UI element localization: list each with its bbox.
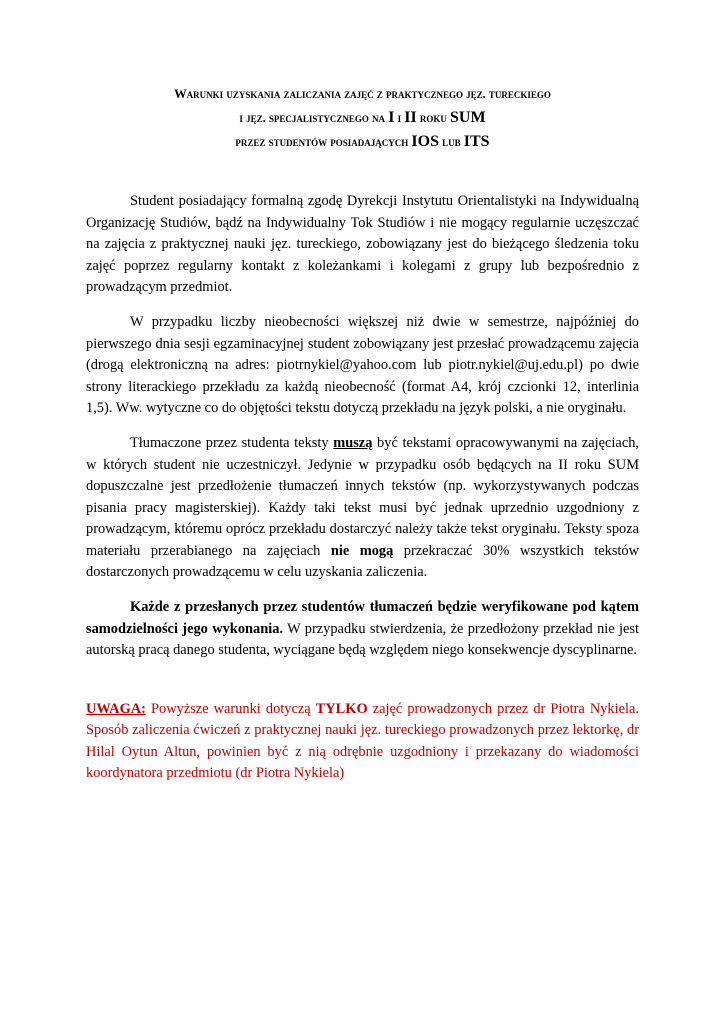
title-year-1: I	[388, 109, 395, 126]
notice-text-a: Powyższe warunki dotyczą	[145, 700, 316, 717]
title-line-2-part-e: roku	[416, 111, 450, 125]
title-sum: SUM	[450, 109, 486, 126]
title-line-2-part-c: i	[394, 111, 405, 125]
notice-emphasis-tylko: TYLKO	[315, 700, 368, 717]
paragraph-3-emphasis-nie-moga: nie mogą	[330, 542, 394, 559]
title-line-3	[86, 130, 639, 154]
paragraph-1: Student posiadający formalną zgodę Dyrekcji Instytutu Orientalistyki na Indywidualną Organizację Studiów, bądź na Indywidualny Tok Studiów i nie mogący regularnie uczęszczać na zajęcia z praktycznej nauki jęz. tureckiego, zobowiązany jest do bieżącego śledzenia toku zajęć poprzez regularny kontakt z koleżankami i kolegami z grupy lub bezpośrednio z prowadzącym przedmiot.	[86, 193, 639, 295]
title-line-2-part-a: i jęz. specjalistycznego na	[239, 111, 389, 125]
title-its: ITS	[463, 133, 490, 150]
title-line-2	[86, 106, 639, 130]
paragraph-4	[86, 597, 639, 662]
paragraph-4-part-b: W przypadku stwierdzenia, że przedłożony przekład nie jest autorską pracą danego studenta, wyciągane będą względem niego konsekwencje dyscyplinarne.	[86, 620, 640, 658]
paragraph-3-emphasis-musza: muszą	[333, 435, 373, 451]
title-line-1: Warunki uzyskania zaliczania zajęć z praktycznego jęz. tureckiego	[174, 87, 551, 101]
document-title	[86, 82, 639, 154]
paragraph-2: W przypadku liczby nieobecności większej niż dwie w semestrze, najpóźniej do pierwszego dnia sesji egzaminacyjnej student zobowiązany jest przesłać prowadzącemu zajęcia (drogą elektroniczną na adres: piotrnykiel@yahoo.com lub piotr.nykiel@uj.edu.pl) po dwie strony literackiego przekładu za każdą nieobecność (format A4, krój czcionki 12, interlinia 1,5). Ww. wytyczne co do objętości tekstu dotyczą przekładu na język polski, a nie oryginału.	[86, 314, 639, 416]
title-line-3-part-c: lub	[438, 135, 464, 149]
document-page	[86, 82, 639, 785]
title-year-2: II	[404, 109, 417, 126]
title-ios: IOS	[411, 133, 439, 150]
title-line-3-part-a: przez studentów posiadających	[235, 135, 412, 149]
document-body	[86, 191, 639, 662]
paragraph-4-bold-lead: Każde z przesłanych przez studentów tłumaczeń będzie weryfikowane pod kątem samodzielności jego wykonania.	[86, 599, 639, 637]
paragraph-3-part-e: przekraczać 30% wszystkich tekstów dostarczonych prowadzącemu w celu uzyskania zaliczenia.	[86, 542, 640, 580]
notice-block	[86, 699, 639, 785]
notice-label: UWAGA:	[86, 700, 146, 717]
paragraph-3-part-c: być tekstami opracowywanymi na zajęciach, w których student nie uczestniczył. Jedynie w przypadku osób będących na II roku SUM dopuszczalne jest przedłożenie tłumaczeń innych tekstów (np. wykorzystywanych podczas pisania pracy magisterskiej). Każdy taki tekst musi być jednak uprzednio uzgodniony z prowadzącym, któremu oprócz przekładu dostarczyć należy także tekst oryginału. Teksty spoza materiału przerabianego na zajęciach	[86, 435, 639, 559]
paragraph-3-part-a: Tłumaczone przez studenta teksty	[130, 435, 334, 451]
notice-text-c: zajęć prowadzonych przez dr Piotra Nykiela. Sposób zaliczenia ćwiczeń z praktycznej nauki jęz. tureckiego prowadzonych przez lektorkę, dr Hilal Oytun Altun, powinien być z nią odrębnie uzgodniony i przekazany do wiadomości koordynatora przedmiotu (dr Piotra Nykiela)	[86, 700, 639, 781]
paragraph-3	[86, 433, 639, 584]
